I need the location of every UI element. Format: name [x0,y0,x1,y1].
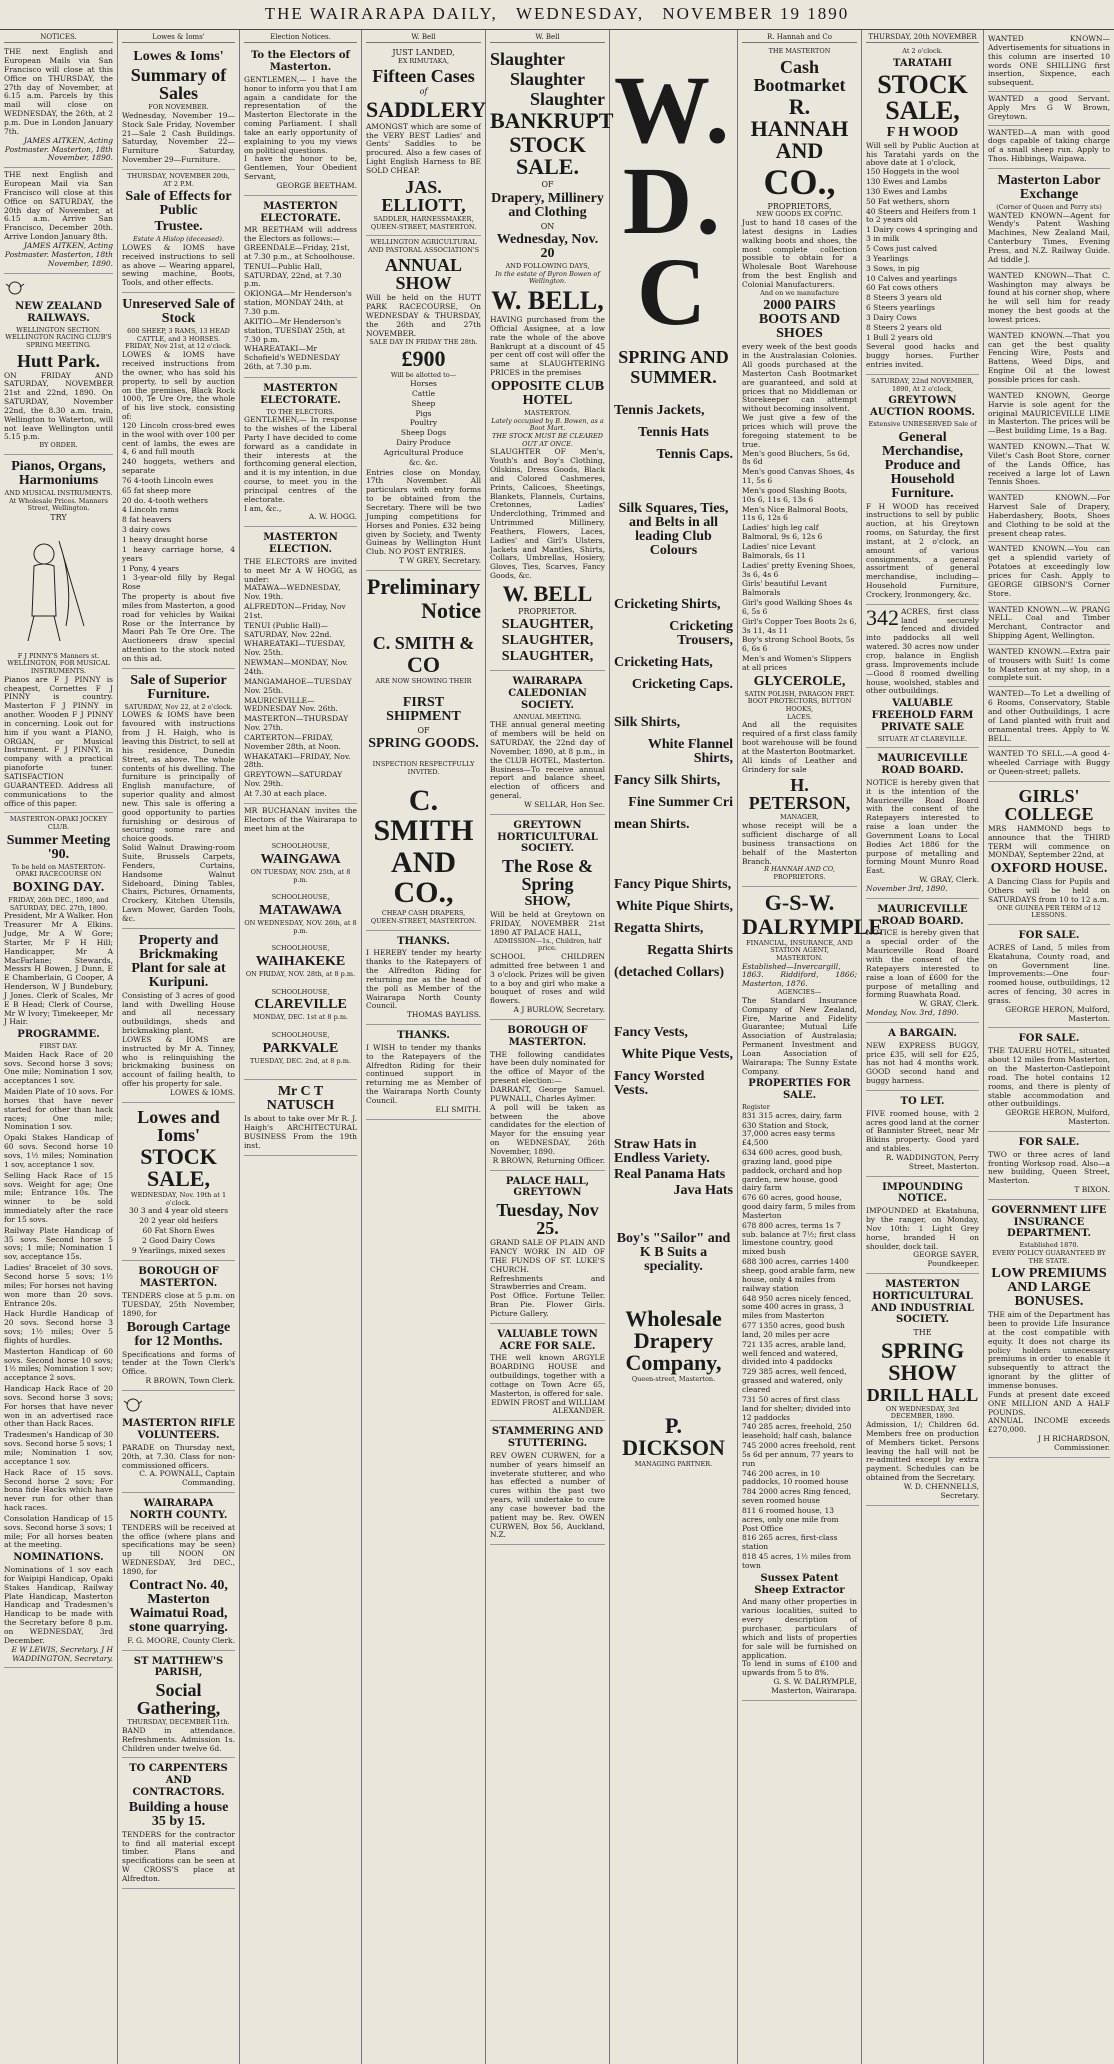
stock-item: 20 do. 4-tooth wethers [122,495,209,505]
price-item: Ladies' high leg calf Balmoral, 9s 6, 12s 6 [742,523,823,542]
road-board-notice: MAURICEVILLE ROAD BOARD. NOTICE is hereby given that it is the intention of the Mauriceville Road Board with the consent of the Ratepayers interested to raise a loan under the Government Loans to Local Bodies Act 1886 for the purpose of metalling and forming Mount Munro Road East. W. GRAY, Clerk. November 3rd, 1890. [866,748,979,899]
category-list [366,380,481,468]
property-item: 729 385 acres, well fenced, grassed and watered, only cleared [742,1367,847,1394]
venue-date: ON WEDNESDAY, NOV. 26th, at 8 p.m. [244,918,357,935]
bayliss-thanks: THANKS. I HEREBY tender my hearty thanks to the Ratepayers of the Alfredton Riding for returning me as the head of the poll as Member of the Wairarapa North County Council. THOMAS BAYLISS. [366,931,481,1026]
panama-hats: Real Panama Hats [614,1166,726,1182]
public-trustee-sale: THURSDAY, NOVEMBER 20th, AT 2 P.M. Sale of Effects for Public Trustee. Estate A Hislop (deceased). LOWES & IOMS have received instructions to sell as above — Wearing apparel, sewing machine, Boots, Tools, and other effects. [122,170,235,293]
stammering-ad: STAMMERING AND STUTTERING. REV OWEN CURWEN, for a number of years himself an inveterate stutterer, and who has effected a number of cures within the past two years, will undertake to cure any case however bad the patient may be. Rev. OWEN CURWEN, Box 56, Auckland, N.Z. [490,1421,605,1545]
crest-icon [4,279,26,295]
column-heading: W. Bell [490,32,605,43]
masthead-day: WEDNESDAY, [515,4,645,24]
meeting-item: MAURICEVILLE—WEDNESDAY Nov. 26th. [244,695,338,714]
labour-exchange-ad: Masterton Labor Exchange (Corner of Queen and Perry sts) WANTED KNOWN—Agent for Wendy's Patent Washing Machines, New Zealand Mail, Canterbury Times, Evening Press, and N.Z. Railway Guide. Ad tiddle J. WANTED KNOWN—That C. Washington may always be found at his corner shop, where he will sell him for ready money the best goods at the lowest prices. WANTED KNOWN.—That you can get the best quality Fencing Wire, Posts and Battens, Weed Dips, and Engine Oil at the lowest possible prices for cash. WANTED KNOWN, George Harvie is sole agent for the original MAURICEVILLE LIME in Masterton. The prices will be—Best building Lime, 1s a Bag. WANTED KNOWN.—That W. Vilet's Cash Boot Store, corner of the Lands Office, has received a large lot of Lawn Tennis Shoes. WANTED KNOWN.—For Harvest Sale of Drapery, Haberdashery, Boots, Shoes and Clothing to be sold at the present cheap rates. WANTED KNOWN.—You can get a splendid variety of Potatoes at exceedingly low prices for Cash. Apply to GEORGE GIBSON'S Corner Store. WANTED KNOWN.—W. PRANG NELL. Coal and Timber Merchant, Contractor and Shipping Agent, Wellington. WANTED KNOWN.—Extra pair of trousers with Suit! 1s come to Masterton at my shop, in a complete suit. WANTED—To Let a dwelling of 6 Rooms, Conservatory, Stable and other Outbuildings, 1 acre of Land planted with fruit and ornamental trees. Apply to W. BELL. WANTED TO SELL.—A good 4-wheeled Carriage with Buggy or Queen-street; pallets. [988,169,1110,782]
property-item: 688 300 acres, carries 1400 sheep, good arable farm, new house, only 4 miles from railway station [742,1257,856,1293]
furniture-sale: Sale of Superior Furniture. SATURDAY, Nov 22, at 2 o'clock. LOWES & IOMS have been favoured with instructions from J H. Haigh, who is leaving this District, to sell at his residence, Dunedin Street, as above. The whole contents of his dwelling. The furniture is principally of English manufacture, of superior quality and almost new. This sale is offering a good opportunity to parties furnishing or desirous of securing some rare and choice goods. Solid Walnut Drawing-room Suite, Brussels Carpets, Fenders, Curtains, Handsome Walnut Sideboard, Dining Tables, Chairs, Pictures, Ornaments, Crockery, Kitchen Utensils, Lawn Mower, Garden Tools, &c. [122,669,235,929]
shirts-item: mean Shirts. [614,816,690,832]
page-columns [0,30,1114,2064]
meeting-list [244,584,357,789]
column-9 [984,30,1114,2064]
stock-item: 130 Ewes and Lambs [866,177,947,187]
venue-item [244,843,357,884]
tennis-list [614,404,733,462]
stock-item: 120 Lincoln cross-bred ewes in the wool with over 100 per cent of lambs, the ewes are 4, 6 and full mouth [122,420,235,457]
vests-item: Fancy Vests, [614,1024,688,1040]
meeting-item: AKITIO—Mr Henderson's station, TUESDAY 25th, at 7.30 p.m. [244,316,345,344]
price-list [742,450,857,673]
masthead-date: NOVEMBER 19 1890 [662,4,850,24]
stock-sale-ad: Lowes and Ioms' STOCK SALE, WEDNESDAY, Nov. 19th at 1 o'clock. 30 3 and 4 year old steers 20 2 year old heifers 60 Fat Shorn Ewes 2 Good Dairy Cows 9 Yearlings, mixed sexes [122,1103,235,1262]
pique-item: (detached Collars) [614,964,725,980]
column-2 [118,30,240,2064]
shirts-item: Silk Shirts, [614,714,681,730]
venue-item [244,1032,357,1065]
price-item: Ladies' pretty Evening Shoes, 3s 6, 4s 6 [742,560,856,579]
freehold-farm-sale: 342 ACRES, first class land securely fenced and divided into paddocks all well watered. 30 acres now under crop, balance in English grass. Improvements include—Good 8 roomed dwelling house, woolshed, stables and other outbuildings. VALUABLE FREEHOLD FARM PRIVATE SALE SITUATE AT CLAREVILLE. [866,605,979,748]
stock-item: 5 Cows just calved [866,243,938,253]
meeting-item: TENUI (Public Hall)—SATURDAY, Nov. 22nd. [244,620,332,639]
wanted-known-ads: WANTED KNOWN—Advertisements for situations in this column are inserted 10 words ONE SHILLING first insertion, Sixpence, each subsequent. WANTED a good Servant. Apply Mrs G W Brown, Greytown. WANTED—A man with good dogs capable of taking charge of a small sheep run. Apply to Thos. Hibbings, Waipawa. [988,32,1110,169]
race-item: Ladies' Bracelet of 30 sovs. Second horse 5 sovs; 1½ miles; For horses not having won more than 20 sovs. Entrance 20s. [4,1263,113,1308]
venue-date: TUESDAY, DEC. 2nd, at 8 p.m. [250,1056,351,1065]
property-item: 648 950 acres nicely fenced, some 400 acres in grass, 3 miles from Masterton [742,1293,852,1321]
category-item: Poultry [409,418,438,428]
property-item: 677 1350 acres, good bush land, 20 miles per acre [742,1321,845,1339]
saddlery-ad: JUST LANDED, EX RIMUTAKA, Fifteen Cases of SADDLERY AMONGST which are some of the VERY BEST Ladies' and Gents' Saddles to be procured. Also a few cases of Light English Harness to BE SOLD CHEAP. JAS. ELLIOTT, SADDLER, HARNESSMAKER, QUEEN-STREET, MASTERTON. [366,45,481,236]
cricket-item: Cricketing Caps. [631,676,733,692]
railway-notice: NEW ZEALAND RAILWAYS. WELLINGTON SECTION. WELLINGTON RACING CLUB'S SPRING MEETING. Hutt Park. ON FRIDAY AND SATURDAY, NOVEMBER 21st and 22nd, 1890. On SATURDAY, November 22nd, the 8.30 a.m. train, Wellington to Waterton, will not leave Wellington until 5.15 p.m. BY ORDER. [4,274,113,455]
meeting-item: MANGAMAHOE—TUESDAY Nov. 25th. [244,676,352,695]
smith-thanks: THANKS. I WISH to tender my thanks to the Ratepayers of the Alfredton Riding for their continued support in returning me as Member of the Wairarapa North County Council. ELI SMITH. [366,1025,481,1120]
stock-item: 130 Ewes and Lambs [866,186,947,196]
meeting-item: TENUI—Public Hall, SATURDAY, 22nd, at 7.30 p.m. [244,261,342,289]
vests-item: Fancy Worsted Vests. [614,1068,705,1098]
meeting-item: WHAREATAKI—TUESDAY, Nov. 25th. [244,639,346,658]
shirts-item: Fancy Silk Shirts, [614,772,721,788]
stock-item: 3 Dairy Cows [866,312,917,322]
meeting-item: GREYTOWN—SATURDAY Nov. 29th. [244,770,343,789]
stock-item: 3 dairy cows [122,525,171,535]
stock-item: 240 hoggets, wethers and separate [122,457,235,476]
venue-town: WAIHAKEKE [255,953,346,969]
category-item: Horses [410,379,437,388]
meeting-item: OKIONGA—Mr Henderson's station, MONDAY 24th, at 7.30 p.m. [244,289,352,316]
venue-place: SCHOOLHOUSE, [271,944,330,953]
race-item: Hack Hurdle Handicap of 20 sovs. Second horse 3 sovs; 1½ miles; Over 5 flights of hurdles. [4,1309,113,1345]
mayor-election-notice: BOROUGH OF MASTERTON. THE following candidates have been duly nominated for the office of Mayor of the present election:— DARRANT, George Samuel. PUWNALL, Charles Aylmer. A poll will be taken as between the above candidates for the election of Mayor for the ensuing year on WEDNESDAY, 26th November, 1890. R BROWN, Returning Officer. [490,1020,605,1171]
venue-date: ON FRIDAY, NOV. 28th, at 8 p.m. [245,969,356,978]
property-item: 784 2000 acres Ring fenced, seven roomed house [742,1487,852,1506]
property-sale: Property and Brickmaking Plant for sale at Kuripuni. Consisting of 3 acres of good land with Dwelling House and all necessary outbuildings, sheds and brickmaking plant. LOWES & IOMS are instructed by Mr A. Tinney, who is relinquishing the brickmaking business on account of failing health, to offer his property for sale. LOWES & IOMS. [122,929,235,1103]
stock-item: 60 Fat cows others [866,283,939,293]
masthead-title: THE WAIRARAPA DAILY, [264,4,498,24]
race-item: Masterton Handicap of 60 sovs. Second horse 10 sovs; 1½ miles; Nomination 1 sov; acceptance 2 sovs. [4,1346,113,1383]
hogg-meetings: MASTERTON ELECTION. THE ELECTORS are invited to meet Mr A W HOGG, as under: MATAWA—WEDNESDAY, Nov. 19th. ALFREDTON—Friday, Nov 21st. TENUI (Public Hall)—SATURDAY, Nov. 22nd. WHAREATAKI—TUESDAY, Nov. 25th. NEWMAN—MONDAY, Nov. 24th. MANGAMAHOE—TUESDAY Nov. 25th. MAURICEVILLE—WEDNESDAY Nov. 26th. MASTERTON—THURSDAY Nov. 27th. CARTERTON—FRIDAY, November 28th, at Noon. WHAKATAKI—FRIDAY, Nov. 28th. GREYTOWN—SATURDAY Nov. 29th. At 7.30 at each place. [244,527,357,804]
cricket-item: Cricketing Shirts, [614,596,721,612]
stock-item: 3 Sows, in pig [866,263,920,273]
stock-item: 1 heavy draught horse [122,535,208,544]
column-6: W. D. C SPRING AND SUMMER. Tennis Jackets, Tennis Hats Tennis Caps. Silk Squares, Ties, and Belts in all leading Club Colours Cricketing Shirts, Cricketing Trousers, Cricketing Hats, Cricketing Caps. Silk Shirts, White Flannel Shirts, Fancy Silk Shirts, Fine Summer Cri mean Shirts. Fancy Pique Shirts, White Pique Shirts, Regatta Shirts, Regatta Shirts (detached Collars) Fancy Vests, White Pique Vests, Fancy Worsted Vests. Straw Hats in Endless Variety. Real Panama Hats Java Hats Boy's "Sailor" and K B Suits a speciality. Wholesale Drapery Company, Queen-street, Masterton. P. DICKSON MANAGING PARTNER. [610,30,738,2064]
land-for-sale: FOR SALE. ACRES of Land, 5 miles from Ekatahuna, County road, and on Government line. Improvements:—One four-roomed house, outbuildings, 12 acres of fencing, 30 acres in grass. GEORGE HERON, Mulford, Masterton. [988,925,1110,1028]
town-acre-sale: VALUABLE TOWN ACRE FOR SALE. THE well known ARGYLE BOARDING HOUSE and outbuildings, together with a cottage on Town Acre 65, Masterton, is offered for sale. EDWIN FROST and WILLIAM ALEXANDER. [490,1324,605,1422]
venue-date: MONDAY, DEC. 1st at 8 p.m. [252,1013,349,1022]
meeting-item: ALFREDTON—Friday, Nov 21st. [244,602,346,620]
hats-item: Tennis Caps. [656,446,733,462]
property-item: 630 Station and Stock, 37,000 acres easy terms £4,500 [742,1120,835,1148]
stock-item: 150 Hoggets in the wool [866,167,960,177]
harp-musician-illustration [4,526,94,646]
column-heading: R. Hannah and Co [742,32,857,43]
venue-place: SCHOOLHOUSE, [271,893,330,902]
volunteers-notice: MASTERTON RIFLE VOLUNTEERS. PARADE on Thursday next, 20th, at 7.30. Class for non-commissioned officers. C. A. POWNALL, Captain Commanding. [122,1391,235,1493]
race-item: Maiden Plate of 10 sovs. For horses that have never started for other than hack races; One mile; Nomination 1 sov. [4,1087,113,1132]
shirts-item: White Flannel Shirts, [647,736,733,766]
pianos-ad: Pianos, Organs, Harmoniums AND MUSICAL INSTRUMENTS. At Wholesale Prices. Manners Street, Wellington. TRY F J PINNY'S Manners st. WELLINGTON, FOR MUSICAL INSTRUMENTS. Pianos are F J PINNY is cheapest, Cornettes F J PINNY is country. Masterton F J PINNY in another. Wooden F J PINNY in concerning. Look out for him if you want a PIANO, ORGAN, or Musical Instrument. F J PINNY, in company with a practical pianoforte tuner. SATISFACTION GUARANTEED. Address all communications to the office of this paper. [4,455,113,813]
wdc-logo-c: C [636,238,711,346]
boys-suits: Boy's "Sailor" and K B Suits a speciality. [616,1230,731,1274]
property-item: 811 6 roomed house, 13 acres, only one mile from Post Office [742,1505,839,1533]
crest-icon [122,1396,144,1412]
price-item: Girl's Copper Toes Boots 2s 6, 3s 11, 4s 11 [742,616,857,635]
stock-item: 60 Fat Shorn Ewes [142,1225,215,1235]
venue-place: SCHOOLHOUSE, [271,987,330,996]
straw-hats: Straw Hats in Endless Variety. [614,1136,710,1166]
venue-place: SCHOOLHOUSE, [271,1030,330,1039]
meeting-item: MASTERTON—THURSDAY Nov. 27th. [244,714,349,733]
social-gathering: ST MATTHEW'S PARISH, Social Gathering, THURSDAY, DECEMBER 11th. BAND in attendance. Refreshments. Admission 1s. Children under twelve 6d. [122,1651,235,1759]
price-item: Men's good Canvas Shoes, 4s 11, 5s 6 [742,467,855,486]
stock-sale-list [122,1207,235,1255]
price-item: Boy's strong School Boots, 5s 6, 6s 6 [742,635,855,654]
price-item: Men's good Bluchers, 5s 6d, 8s 6d [742,448,850,467]
cricket-item: Cricketing Trousers, [669,618,733,648]
pique-item: Fancy Pique Shirts, [614,876,732,892]
buchanan-meetings: MR BUCHANAN invites the Electors of the Wairarapa to meet him at the SCHOOLHOUSE, WAINGAWA ON TUESDAY, NOV. 25th, at 8 p.m. SCHOOLHOUSE, MATAWAWA ON WEDNESDAY, NOV. 26th, at 8 p.m. SCHOOLHOUSE, WAIHAKEKE ON FRIDAY, NOV. 28th, at 8 p.m. SCHOOLHOUSE, CLAREVILLE MONDAY, DEC. 1st at 8 p.m. SCHOOLHOUSE, PARKVALE TUESDAY, DEC. 2nd, at 8 p.m. [244,804,357,1080]
pique-item: Regatta Shirts [647,942,733,958]
meeting-item: MATAWA—WEDNESDAY, Nov. 19th. [244,583,341,602]
wholesale-drapery: Wholesale Drapery Company, [625,1305,722,1375]
impounding-notice: IMPOUNDING NOTICE. IMPOUNDED at Ekatahuna, by the ranger, on Monday, Nov 10th: 1 Light Grey horse, branded H on shoulder, dock tail. GEORGE SAYER, Poundkeeper. [866,1177,979,1275]
stock-item: 1 Pony, 4 years [122,563,179,573]
column-heading: W. Bell [366,32,481,43]
race-item: Selling Hack Race of 15 sovs. Weight for age; One mile; Entrance 10s. The winner to be sold immediately after the race for 15 sovs. [4,1170,113,1224]
meeting-item: WHAKATAKI—FRIDAY, Nov. 28th. [244,751,351,770]
beetham-meetings: MASTERTON ELECTORATE. MR BEETHAM will address the Electors as follows:— GREENDALE—Friday, 21st, at 7.30 p.m., at Schoolhouse. TENUI—Public Hall, SATURDAY, 22nd, at 7.30 p.m. OKIONGA—Mr Henderson's station, MONDAY 24th, at 7.30 p.m. AKITIO—Mr Henderson's station, TUESDAY 25th, at 7.30 p.m. WHAREATAKI—Mr Schofield's WEDNESDAY 26th, at 7.30 p.m. [244,196,357,378]
stock-item: 6 Steers yearlings [866,303,936,313]
spring-show-ad: MASTERTON HORTICULTURAL AND INDUSTRIAL SOCIETY. THE SPRING SHOW DRILL HALL ON WEDNESDAY, 3rd DECEMBER, 1890. Admission, 1/; Children 6d. Members free on production of Members ticket. Persons leaving the hall will not be re-admitted except by extra payment. Schedules can be obtained from the Secretary. W. D. CHENNELLS, Secretary. [866,1274,979,1506]
stock-item: 1 Bull 2 years old [866,332,933,342]
hats-item: Tennis Hats [638,424,709,440]
stock-item: 8 Steers 3 years old [866,293,942,303]
borough-tender: BOROUGH OF MASTERTON. TENDERS close at 5 p.m. on TUESDAY, 25th November, 1890, for Borough Cartage for 12 Months. Specifications and forms of tender at the Town Clerk's Office. R BROWN, Town Clerk. [122,1261,235,1391]
venue-town: PARKVALE [262,1040,339,1056]
stock-item: 40 Steers and Heifers from 1 to 2 years old [866,206,977,225]
stock-item: 3 Yearlings [866,253,909,263]
meeting-list [244,244,357,372]
rose-show-ad: GREYTOWN HORTICULTURAL SOCIETY. The Rose & Spring SHOW, Will be held at Greytown on FRIDAY, NOVEMBER 21st 1890 AT PALACE HALL, ADMISSION—1s., Children, half price. SCHOOL CHILDREN admitted free between 1 and 3 o'clock. Prizes will be given to a boy and girl who make a bouquet of roses and wild flowers. A J BURLOW, Secretary. [490,815,605,1020]
race-item: Railway Plate Handicap of 35 sovs. Second horse 5 sovs; 1 mile; Nomination 1 sov, acceptance 15s. [4,1225,113,1262]
column-5 [486,30,614,2064]
stock-item: 30 3 and 4 year old steers [128,1206,229,1216]
road-board-notice: MAURICEVILLE ROAD BOARD. NOTICE is hereby given that a special order of the Mauriceville Road Board with the consent of the Ratepayers interested to raise a loan of £600 for the purpose of metalling and forming Ruawhata Road. W. GRAY, Clerk. Monday, Nov. 3rd, 1890. [866,899,979,1023]
meeting-item: WHAREATAKI—Mr Schofield's WEDNESDAY 26th, at 7.30 p.m. [244,344,341,372]
race-item: Opaki Stakes Handicap of 60 sovs. Second horse 10 sovs, 1½ miles; Nomination 1 sov, acceptance 1 sov. [4,1133,113,1169]
race-item: Hack Race of 15 sovs. Second horse 2 sovs; For bona fide Hacks which have never run for other than hack races. [4,1467,113,1513]
masthead [0,0,1114,30]
property-item: 746 200 acres, in 10 paddocks, 10 roomed house [742,1468,849,1487]
stock-item: 2 Good Dairy Cows [142,1235,215,1245]
silk-squares: Silk Squares, Ties, and Belts in all leading Club Colours [618,500,729,558]
summary-sales-ad: Lowes & Ioms' Summary of Sales FOR NOVEMBER. Wednesday, November 19—Stock Sale Friday, November 21—Sale 2 Cash Buildings. Saturday, November 22—Furniture Saturday, November 29—Furniture. [122,45,235,170]
county-tender: WAIRARAPA NORTH COUNTY. TENDERS will be received at the office (where plans and specifications may be seen) up till NOON ON WEDNESDAY, 3rd DEC., 1890, for Contract No. 40, Masterton Waimatui Road, stone quarrying. F. G. MOORE, County Clerk. [122,1493,235,1651]
stock-item: 8 fat heavers [122,515,172,525]
life-insurance-ad: GOVERNMENT LIFE INSURANCE DEPARTMENT. Established 1870. EVERY POLICY GUARANTEED BY THE STATE. LOW PREMIUMS AND LARGE BONUSES. THE aim of the Department has been to provide Life Insurance at the cost compatible with equity. It does not charge its policy holders unnecessary premiums in order to enable it subsequently to attract the ignorant by the glitter of immense bonuses. Funds at present date exceed ONE MILLION AND A HALF POUNDS. ANNUAL INCOME exceeds £270,000. J H RICHARDSON, Commissioner. [988,1200,1110,1458]
unreserved-stock-sale: Unreserved Sale of Stock 600 SHEEP, 3 RAMS, 13 HEAD CATTLE, and 3 HORSES. FRIDAY, Nov 21st, at 12 o'clock. LOWES & IOMS have received instructions from the owner, who has sold his property, to sell by auction on the premises, Black Rock 1000, Te Ure Ore, the whole of his live stock, consisting of: 120 Lincoln cross-bred ewes in the wool with over 100 per cent of lambs, the ewes are 4, 6 and full mouth 240 hoggets, wethers and separate 76 4-tooth Lincoln ewes 65 fat sheep more 20 do. 4-tooth wethers 4 Lincoln rams 8 fat heavers 3 dairy cows 1 heavy draught horse 1 heavy carriage horse, 4 years 1 Pony, 4 years 1 3-year-old filly by Regal Rose The property is about five miles from Masterton, a good road for vehicles by Waikai Rose or the Interrance by Maori Pah Te Ore Ore. The Auctioneers draw special attention to the stock noted on this ad. [122,293,235,669]
venue-item [244,894,357,935]
caledonian-meeting: WAIRARAPA CALEDONIAN SOCIETY. ANNUAL MEETING. THE annual general meeting of members will be held on SATURDAY, the 22nd day of November, 1890, at 8 p.m., in the CLUB HOTEL, Masterton. Business—To receive annual report and balance sheet, election of officers and general. W SELLAR, Hon Sec. [490,671,605,814]
column-heading: Election Notices. [244,32,357,43]
smith-preliminary-notice: Preliminary Notice C. SMITH & CO ARE NOW SHOWING THEIR FIRST SHIPMENT OF SPRING GOODS. INSPECTION RESPECTFULLY INVITED. C. SMITH AND CO., CHEAP CASH DRAPERS, QUEEN-STREET, MASTERTON. [366,571,481,931]
jockey-club-ad: MASTERTON-OPAKI JOCKEY CLUB. Summer Meeting '90. To be held on MASTERTON-OPAKI RACECOURSE ON BOXING DAY. FRIDAY, 26th DEC., 1890, and SATURDAY, DEC. 27th, 1890. President, Mr A Walker. Hon Treasurer Mr A Elkins. Judge, Mr A W Gore; Starter, Mr F H Hill; Handicapper, Mr A MacFarlane; Stewards, Messrs H Bowen, J Dunn, E E Chamberlain, G Cooper, A Henderson, W J Bundebury, J Jones. Clerk of Scales, Mr E B Head; Clerk of Course, Mr W Ivory; Timekeeper, Mr J Hair. PROGRAMME. FIRST DAY. Maiden Hack Race of 20 sovs. Second horse 3 sovs; One mile; Nomination 1 sov, acceptances 1 sov. Maiden Plate of 10 sovs. For horses that have never started for other than hack races; One mile; Nomination 1 sov. Opaki Stakes Handicap of 60 sovs. Second horse 10 sovs, 1½ miles; Nomination 1 sov, acceptance 1 sov. Selling Hack Race of 15 sovs. Weight for age; One mile; Entrance 10s. The winner to be sold immediately after the race for 15 sovs. Railway Plate Handicap of 35 sovs. Second horse 5 sovs; 1 mile; Nomination 1 sov, acceptance 15s. Ladies' Bracelet of 30 sovs. Second horse 5 sovs; 1½ miles; For horses not having won more than 20 sovs. Entrance 20s. Hack Hurdle Handicap of 20 sovs. Second horse 3 sovs; 1½ miles; Over 5 flights of hurdles. Masterton Handicap of 60 sovs. Second horse 10 sovs; 1½ miles; Nomination 1 sov; acceptance 2 sovs. Handicap Hack Race of 20 sovs. Second horse 3 sovs; For horses that have never won in an advertised race other than Hack Races. Tradesmen's Handicap of 30 sovs. Second horse 5 sovs; 1 mile; Nomination 1 sov, acceptance 1 sov. Hack Race of 15 sovs. Second horse 2 sovs; For bona fide Hacks which have never run for other than hack races. Consolation Handicap of 15 sovs. Second horse 3 sovs; 1 mile; For all horses beaten at the meeting. NOMINATIONS. Nominations of 1 sov each for Waipipi Handicap, Opaki Stakes Handicap, Railway Plate Handicap, Masterton Handicap and Tradesmen's Handicap to be made with the Secretary before 8 p.m. on WEDNESDAY, 3rd December. E W LEWIS, Secretary. J H WADDINGTON, Secretary. [4,813,113,1668]
column-8 [862,30,984,2064]
column-heading: THURSDAY, 20th NOVEMBER [866,32,979,43]
category-item: Sheep Dogs [400,428,447,438]
venue-town: WAINGAWA [260,852,341,867]
price-item: Ladies' nice Levant Balmorals, 6s 11 [742,541,816,560]
pique-item: Regatta Shirts, [614,920,704,936]
stock-item: 65 fat sheep more [122,485,191,495]
pique-list [614,878,733,980]
price-item: Girls' beautiful Levant Balmorals [742,579,827,598]
category-item: Cattle [411,388,436,398]
venue-date: ON TUESDAY, NOV. 25th, at 8 p.m. [250,868,351,884]
venue-place: SCHOOLHOUSE, [271,842,330,851]
meeting-item: GREENDALE—Friday, 21st, at 7.30 p.m., at Schoolhouse. [244,243,355,261]
vests-item: White Pique Vests, [621,1046,733,1062]
stock-item: 1 3-year-old filly by Regal Rose [122,573,235,592]
girls-college-ad: GIRLS' COLLEGE MRS HAMMOND begs to announce that the THIRD TERM will commence on MONDAY, September 22nd, at OXFORD HOUSE. A Dancing Class for Pupils and Others will be held on SATURDAYS from 10 to 12 a.m. ONE GUINEA PER TERM of 12 LESSONS. [988,782,1110,925]
mail-notice: THE next English and European Mails via San Francisco will close at this Office on THURSDAY, the 27th day of November, at 6.15 a.m. Parcels by this mail will close on WEDNESDAY, the 26th, at 2 p.m. Due in London January 7th. JAMES AITKEN, Acting Postmaster. Masterton, 18th November, 1890. [4,45,113,168]
property-item: 678 800 acres, terms 1s 7 sub. balance at 7½; first class limestone country, good mixed bush [742,1220,856,1257]
worksop-sale: FOR SALE. TWO or three acres of land fronting Worksop road. Also—a new building, Queen Street, Masterton. T BIXON. [988,1132,1110,1200]
stock-item: 1 heavy carriage horse, 4 years [122,544,235,563]
column-1 [0,30,118,2064]
stock-item: 10 Calves and yearlings [866,273,957,283]
mail-notice: THE next English and European Mail via San Francisco will close at this Office on SATURDAY, the 20th day of November, at 6.15 a.m. Arrive San Francisco, December 20th. Arrive London January 8th. JAMES AITKEN, Acting Postmaster. Masterton, 18th November, 1890. [4,168,113,273]
dalrymple-ad: G-S-W. DALRYMPLE FINANCIAL, INSURANCE, AND STATION AGENT, MASTERTON. Established—Invercargill, 1863. Riddiford, 1866; Masterton, 1876. AGENCIES— The Standard Insurance Company of New Zealand, Fire, Marine and Fidelity Guarantee; Mutual Life Association of Australasia; Permanent Investment and Loan Association of Wairarapa; The Sunny Estate Company. PROPERTIES FOR SALE. Register 831 315 acres, dairy, farm 630 Station and Stock, 37,000 acres easy terms £4,500 634 600 acres, good bush, grazing land, good pipe paddock, orchard and hop garden, new house, good dairy farm 676 60 acres, good house, good dairy farm, 5 miles from Masterton 678 800 acres, terms 1s 7 sub. balance at 7½; first class limestone country, good mixed bush 688 300 acres, carries 1400 sheep, good arable farm, new house, only 4 miles from railway station 648 950 acres nicely fenced, some 400 acres in grass, 3 miles from Masterton 677 1350 acres, good bush land, 20 miles per acre 721 135 acres, arable land, well fenced and watered, divided into 4 paddocks 729 385 acres, well fenced, grassed and watered, only cleared 731 50 acres of first class land for shelter; divided into 12 paddocks 740 285 acres, freehold, 250 leasehold; half cash, balance 745 2000 acres freehold, rent 5s 6d per annum, 77 years to run 746 200 acres, in 10 paddocks, 10 roomed house 784 2000 acres Ring fenced, seven roomed house 811 6 roomed house, 13 acres, only one mile from Post Office 816 265 acres, first-class station 818 45 acres, 1½ miles from town Sussex Patent Sheep Extractor And many other properties in various localities, suited to every description of purchaser, particulars of which and lists of properties for sale will be furnished on application. To lend in sums of £100 and upwards from 5 to 8%. G. S. W. DALRYMPLE, Masterton, Wairarapa. [742,887,857,1701]
venue-town: CLAREVILLE [254,997,347,1013]
property-item: 745 2000 acres freehold, rent 5s 6d per annum, 77 years to run [742,1441,856,1468]
beetham-address: To the Electors of Masterton. GENTLEMEN,— I have the honor to inform you that I am again a candidate for the representation of the Masterton Electorate in the coming Parliament. I shall take an early opportunity of explaining to you my views on political questions. I have the honor to be, Gentlemen, Your Obedient Servant, GEORGE BEETHAM. [244,45,357,196]
stock-item: 20 2 year old heifers [139,1216,218,1225]
dickson: P. DICKSON [622,1413,725,1461]
java-hats: Java Hats [673,1182,733,1198]
shirts-item: Fine Summer Cri [628,794,733,810]
taratahi-stock-sale: At 2 o'clock. TARATAHI STOCK SALE, F H WOOD Will sell by Public Auction at his Taratahi yards on the above date at 1 o'clock, 150 Hoggets in the wool 130 Ewes and Lambs 130 Ewes and Lambs 50 Fat wethers, shorn 40 Steers and Heifers from 1 to 2 years old 1 Dairy cows 4 springing and 3 in milk 5 Cows just calved 3 Yearlings 3 Sows, in pig 10 Calves and yearlings 60 Fat cows others 8 Steers 3 years old 6 Steers yearlings 3 Dairy Cows 8 Steers 2 years old 1 Bull 2 years old Several good hacks and buggy horses. Further entries invited. [866,45,979,375]
property-item: 740 285 acres, freehold, 250 leasehold; half cash, balance [742,1422,852,1441]
column-heading: NOTICES. [4,32,113,43]
annual-show-ad: WELLINGTON AGRICULTURAL AND PASTORAL ASSOCIATION'S ANNUAL SHOW Will be held on the HUTT PARK RACECOURSE, On WEDNESDAY & THURSDAY, the 26th and 27th NOVEMBER. SALE DAY IN FRIDAY THE 28th. £900 Will be allotted to— Horses Cattle Sheep Pigs Poultry Sheep Dogs Dairy Produce Agricultural Produce &c. &c. Entries close on Monday, 17th November. All particulars with entry forms to be obtained from the Secretary. There will be two Jumping competitions for Horses and Ponies. £32 being given by Society, and Twenty Guineas by Wellington Hunt Club. NO POST ENTRIES. T W GREY, Secretary. [366,236,481,571]
stock-list [122,422,235,592]
property-list [742,1112,857,1571]
cricket-list [614,598,733,692]
contractors-ad: TO CARPENTERS AND CONTRACTORS. Building a house 35 by 15. TENDERS for the contractor to find all material except timber. Plans and specifications can be seen at W CROSS'S place at Alfredton. [122,1758,235,1888]
bankrupt-stock-sale: Slaughter Slaughter Slaughter BANKRUPT STOCK SALE. OF Drapery, Millinery and Clothing ON Wednesday, Nov. 20 AND FOLLOWING DAYS, In the estate of Byron Bowen of Wellington. W. BELL, HAVING purchased from the Official Assignee, at a low rate the whole of the above Bankrupt at a discount of 45 per cent off cost will offer the same at SLAUGHTERING PRICES in the premises OPPOSITE CLUB HOTEL MASTERTON. Lately occupied by B. Bowen, as a Boot Mart. THE STOCK MUST BE CLEARED OUT AT ONCE. SLAUGHTER OF Men's, Youth's and Boy's Clothing, Oilskins, Dress Goods, Black and Colored Cashmeres, Prints, Calicoes, Sheetings, Blankets, Flannels, Curtains, Cretonnes, Ladies' Underclothing, Trimmed and Untrimmed Millinery, Feathers, Flowers, Laces, Ladies' and Girl's Ulsters, Jackets and Mantles, Shirts, Collars, Umbrellas, Hosiery, Gloves, Ties, Scarves, Fancy Goods, &c. W. BELL PROPRIETOR. SLAUGHTER, SLAUGHTER, SLAUGHTER, [490,45,605,671]
price-item: Men's and Women's Slippers at all prices [742,654,852,672]
hats-item: Tennis Jackets, [614,402,705,418]
property-item: 831 315 acres, dairy, farm [742,1110,842,1120]
category-item: Sheep [411,398,436,408]
stock-item: 76 4-tooth Lincoln ewes [122,475,214,485]
bargain-ad: A BARGAIN. NEW EXPRESS BUGGY, price £35, will sell for £25, has not had 4 months work. GOOD second hand and buggy harness. [866,1023,979,1091]
race-item: Handicap Hack Race of 20 sovs. Second horse 3 sovs; For horses that have never won in an advertised race other than Hack Races. [4,1384,113,1429]
stock-item: 8 Steers 2 years old [866,322,942,332]
column-3 [240,30,362,2064]
stock-item: 9 Yearlings, mixed sexes [131,1245,226,1255]
category-item: Pigs [415,408,432,418]
venue-town: MATAWAWA [259,902,342,918]
category-item: Dairy Produce [396,438,451,448]
to-let-ad: TO LET. FIVE roomed house, with 2 acres good land at the corner of Bannister Street, near Mr Bikins property. Good yard and stables. R. WADDINGTON, Perry Street, Masterton. [866,1091,979,1177]
meeting-item: NEWMAN—MONDAY, Nov. 24th. [244,658,348,676]
price-item: Men's Nice Balmoral Boots, 11s 6, 12s 6 [742,504,848,523]
meeting-item: CARTERTON—FRIDAY, November 28th, at Noon. [244,732,341,751]
hogg-address: MASTERTON ELECTORATE. TO THE ELECTORS. GENTLEMEN,— In response to the wishes of the Liberal Party I have decided to come forward as a candidate in their interests at the forthcoming general election, and it is my intention, in due course, to meet you in the principal centres of the electorate. I am, &c., A. W. HOGG. [244,378,357,527]
venue-item [244,945,357,978]
price-item: Men's good Slashing Boots, 10s 6, 11s 6, 13s 6 [742,485,848,504]
vest-list [614,1026,733,1098]
venue-list [244,843,357,1065]
shirt-list [614,716,733,832]
property-item: 721 135 acres, arable land, well fenced and watered, divided into 4 paddocks [742,1339,847,1367]
fancy-work-sale: PALACE HALL, GREYTOWN Tuesday, Nov 25. GRAND SALE OF PLAIN AND FANCY WORK IN AID OF THE FUNDS OF ST. LUKE'S CHURCH. Refreshments and Strawberries and Cream. Post Office. Fortune Teller. Bran Pie. Flower Girls. Picture Gallery. [490,1171,605,1324]
price-item: Girl's good Walking Shoes 4s 6, 5s 6 [742,598,853,616]
race-list [4,1051,113,1551]
hotel-for-sale: FOR SALE. THE TAUERU HOTEL, situated about 12 miles from Masterton, on the Masterton-Castlepoint road. The hotel contains 12 rooms, and there is plenty of stable accommodation and other outbuildings. GEORGE HERON, Mulford, Masterton. [988,1028,1110,1131]
pique-item: White Pique Shirts, [615,898,733,914]
cricket-item: Cricketing Hats, [614,654,713,670]
race-item: Maiden Hack Race of 20 sovs. Second horse 3 sovs; One mile; Nomination 1 sov, acceptances 1 sov. [4,1049,113,1086]
column-heading: Lowes & Ioms' [122,32,235,43]
property-item: 676 60 acres, good house, good dairy farm, 5 miles from Masterton [742,1193,856,1220]
stock-item: 1 Dairy cows 4 springing and 3 in milk [866,225,978,244]
greytown-merchandise-sale: SATURDAY, 22nd NOVEMBER, 1890, At 2 o'clock, GREYTOWN AUCTION ROOMS. Extensive UNRESERVED Sale of General Merchandise, Produce and Household Furniture. F H WOOD has received instructions to sell by public auction, at his Greytown rooms, on Saturday, the first instant, at 2 o'clock, an amount of various consignments, a general assortment of general merchandise, including—Household Furniture, Crockery, Ironmongery, &c. [866,375,979,605]
category-item: Agricultural Produce [383,447,464,457]
property-item: 731 50 acres of first class land for shelter; divided into 12 paddocks [742,1394,851,1422]
wdc-logo: W. D. [614,56,734,255]
hannah-bootmarket-ad: THE MASTERTON Cash Bootmarket R. HANNAH AND CO., PROPRIETORS, NEW GOODS EX COPTIC. Just to hand 18 cases of the latest designs in Ladies walking boots and shoes, the most complete collection possible to obtain for a Wholesale Boot Warehouse from the best English and Colonial Manufacturers. And on we manufacture 2000 PAIRS BOOTS AND SHOES every week of the best goods in the Australasian Colonies. All goods purchased at the Masterton Cash Bootmarket are guaranteed, and sold at prices that no Middleman or Storekeeper can attempt without becoming insolvent. We just give a few of the prices which will prove the foregoing statement to be true. Men's good Bluchers, 5s 6d, 8s 6d Men's good Canvas Shoes, 4s 11, 5s 6 Men's good Slashing Boots, 10s 6, 11s 6, 13s 6 Men's Nice Balmoral Boots, 11s 6, 12s 6 Ladies' high leg calf Balmoral, 9s 6, 12s 6 Ladies' nice Levant Balmorals, 6s 11 Ladies' pretty Evening Shoes, 3s 6, 4s 6 Girls' beautiful Levant Balmorals Girl's good Walking Shoes 4s 6, 5s 6 Girl's Copper Toes Boots 2s 6, 3s 11, 4s 11 Boy's strong School Boots, 5s 6, 6s 6 Men's and Women's Slippers at all prices GLYCEROLE, SATIN POLISH, PARAGON FRET. BOOT PROTECTORS, BUTTON HOOKS, LACES. And all the requisites required of a first class family boot warehouse will be found at the Masterton Bootmarket. All kinds of Leather and Grindery for sale H. PETERSON, MANAGER, whose receipt will be a sufficient discharge of all business transactions on behalf of the Masterton Branch. R HANNAH AND CO, PROPRIETORS. [742,45,857,886]
category-item: &c. &c. [409,457,438,467]
property-item: 816 265 acres, first-class station [742,1533,838,1552]
property-item: 634 600 acres, good bush, grazing land, good pipe paddock, orchard and hop garden, new house, good dairy farm [742,1148,843,1193]
race-item: Tradesmen's Handicap of 30 sovs. Second horse 5 sovs; 1 mile; Nomination 1 sov, acceptance 1 sov. [4,1430,113,1466]
stock-list [866,168,979,342]
venue-item [244,989,357,1022]
race-item: Consolation Handicap of 15 sovs. Second horse 3 sovs; 1 mile; For all horses beaten at the meeting. [4,1513,113,1550]
acres-number: 342 [866,604,899,630]
property-item: 818 45 acres, 1½ miles from town [742,1552,851,1570]
stock-item: 50 Fat wethers, shorn [866,196,950,206]
stock-item: 4 Lincoln rams [122,505,179,515]
natusch-ad: Mr C T NATUSCH Is about to take over Mr R. J. Haigh's ARCHITECTURAL BUSINESS From the 19th inst. [244,1080,357,1155]
column-4 [362,30,486,2064]
